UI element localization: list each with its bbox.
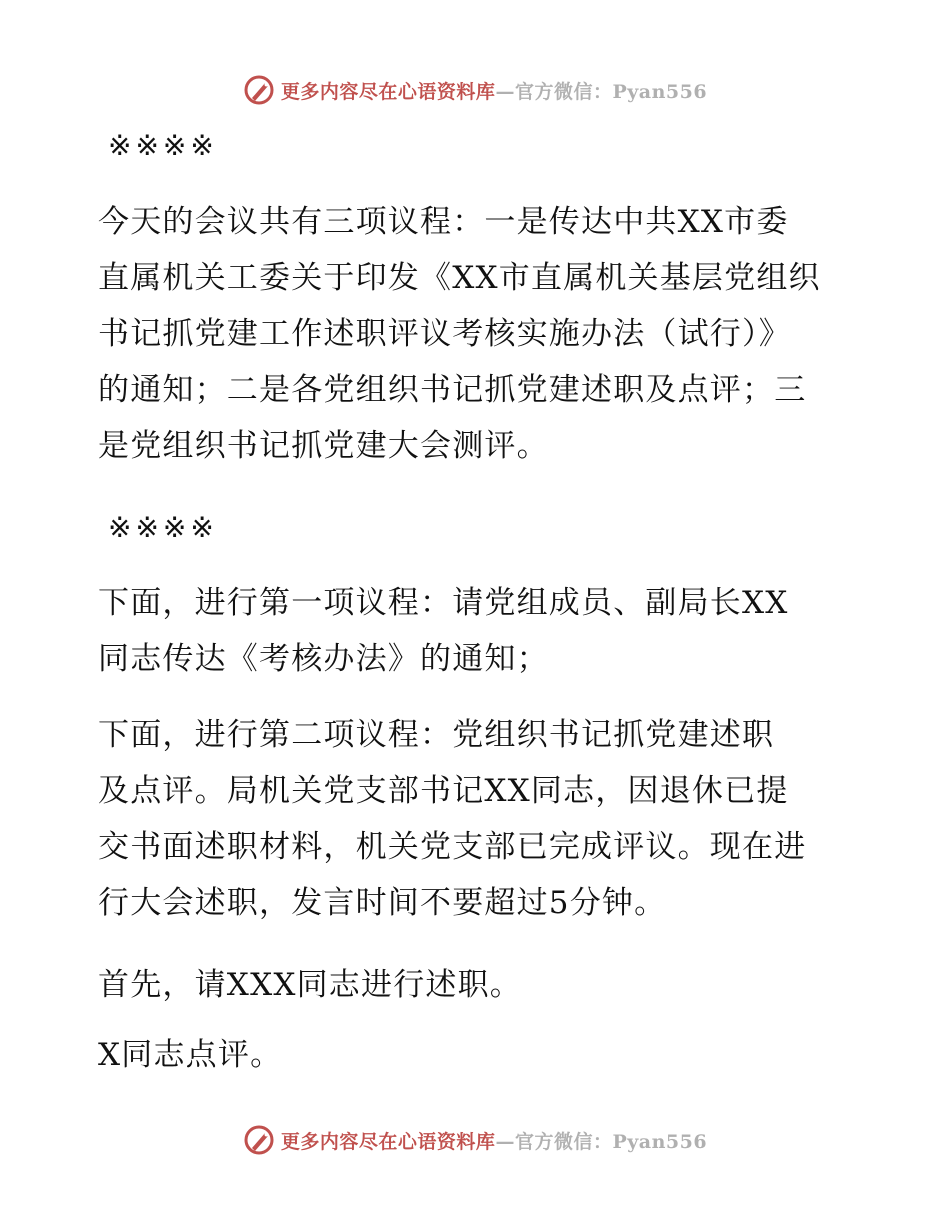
- footer-separator: —: [495, 1130, 515, 1153]
- pen-logo-icon: [243, 1124, 275, 1156]
- item1-line-1: 下面，进行第一项议程：请党组成员、副局长XX: [98, 585, 789, 621]
- header-separator: —: [495, 80, 515, 103]
- header-site-text: 更多内容尽在心语资料库: [280, 80, 496, 103]
- item2-line-4: 行大会述职，发言时间不要超过5分钟。: [98, 885, 667, 921]
- footer-banner-text: [281, 1127, 707, 1154]
- footer-site-text: 更多内容尽在心语资料库: [280, 1130, 496, 1153]
- agenda-line-1: 今天的会议共有三项议程：一是传达中共XX市委: [98, 204, 789, 240]
- header-wechat-text: 官方微信：Pyan556: [514, 80, 708, 103]
- header-banner: [0, 70, 950, 110]
- item2-line-3: 交书面述职材料，机关党支部已完成评议。现在进: [98, 829, 807, 865]
- pen-logo-icon: [243, 74, 275, 106]
- first-speaker-line: 首先，请XXX同志进行述职。: [98, 967, 523, 1003]
- agenda-line-4: 的通知；二是各党组织书记抓党建述职及点评；三: [98, 372, 807, 408]
- item1-line-2: 同志传达《考核办法》的通知；: [98, 641, 549, 677]
- comment-line: X同志点评。: [98, 1037, 283, 1073]
- agenda-line-2: 直属机关工委关于印发《XX市直属机关基层党组织: [98, 260, 821, 296]
- agenda-line-3: 书记抓党建工作述职评议考核实施办法（试行）》: [98, 316, 791, 352]
- separator-marks: ※※※※: [108, 129, 218, 162]
- separator-marks: ※※※※: [108, 511, 218, 544]
- item2-line-2: 及点评。局机关党支部书记XX同志，因退休已提: [98, 773, 789, 809]
- item2-line-1: 下面，进行第二项议程：党组织书记抓党建述职: [98, 717, 775, 753]
- header-banner-text: [281, 77, 707, 104]
- footer-banner: [0, 1120, 950, 1160]
- agenda-line-5: 是党组织书记抓党建大会测评。: [98, 428, 549, 464]
- footer-wechat-text: 官方微信：Pyan556: [514, 1130, 708, 1153]
